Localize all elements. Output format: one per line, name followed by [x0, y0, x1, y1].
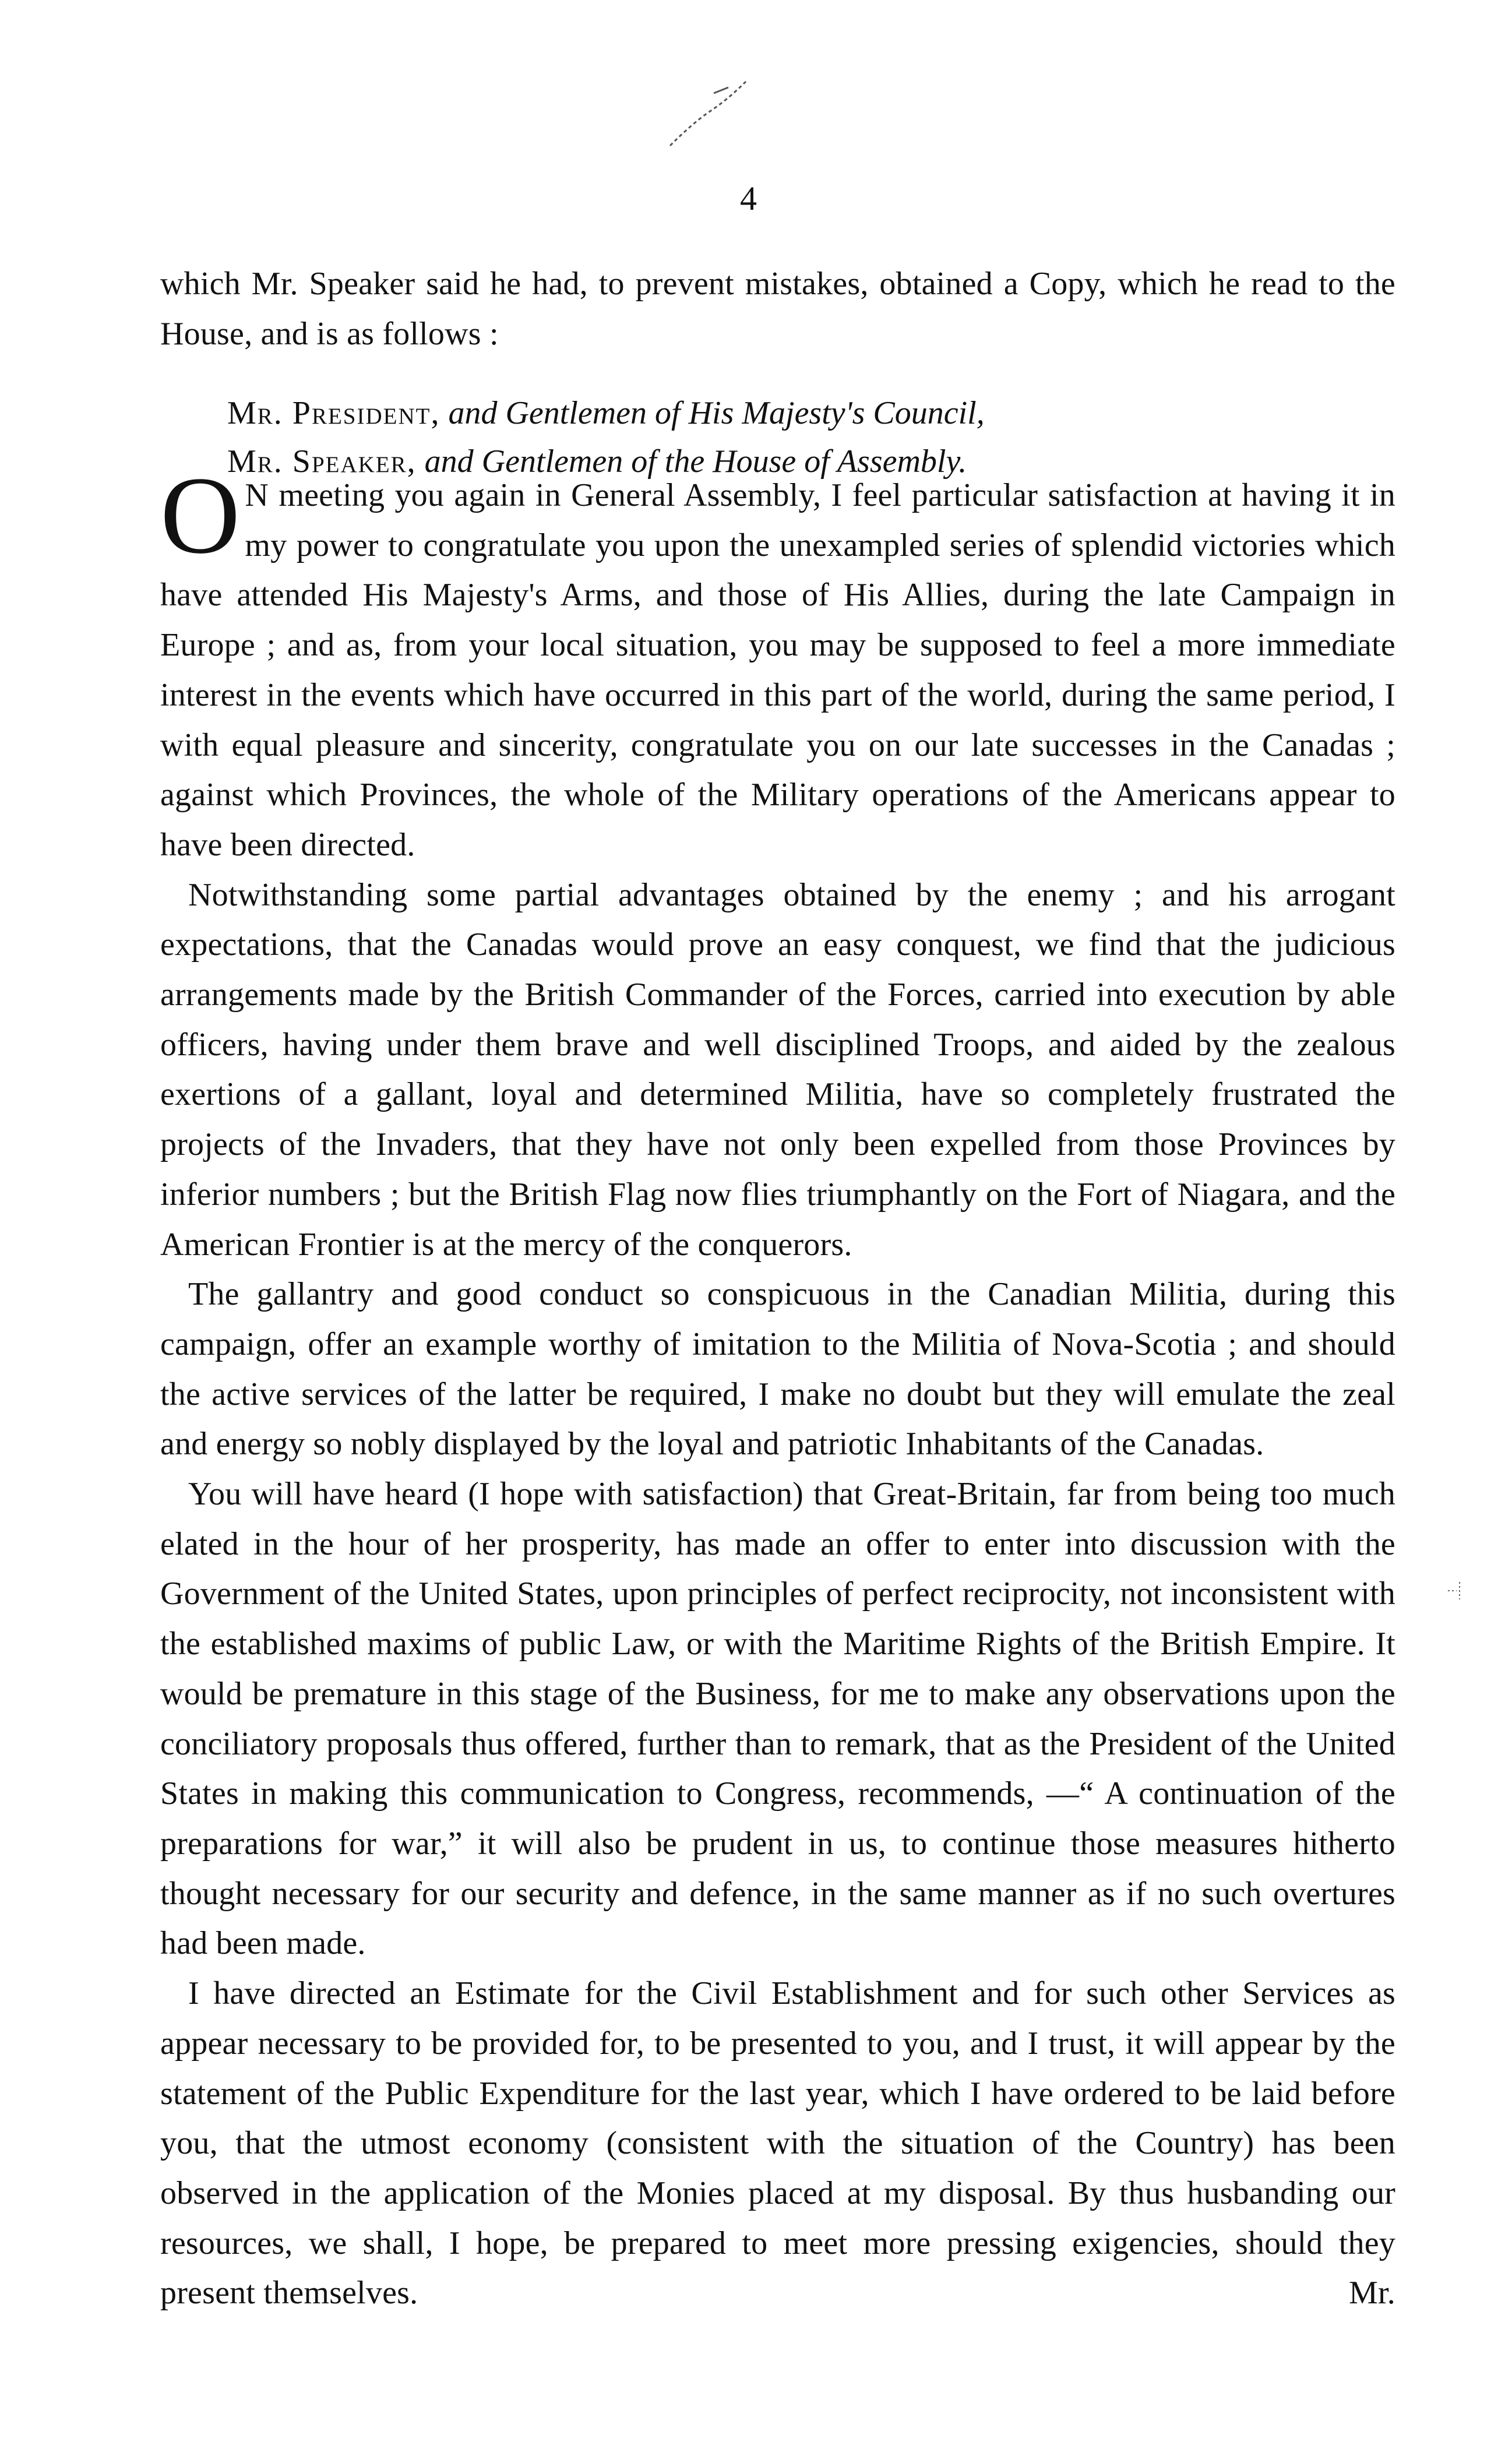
- paragraph-2: Notwithstanding some partial advantages obtained by the enemy ; and his arrogant expectations, that the Canadas would prove an easy conquest, we find that the judicious arrangements made by the British Commander of the Forces, carried into execution by able officers, having under them brave and well disciplined Troops, and aided by the zealous exertions of a gallant, loyal and determined Militia, have so completely frustrated the projects of the Invaders, that they have not only been expelled from those Provinces by inferior numbers ; but the British Flag now flies triumphantly on the Fort of Niagara, and the American Frontier is at the mercy of the conquerors.: [160, 876, 1395, 1263]
- catchword: Mr.: [1349, 2275, 1395, 2311]
- salutation-title-president: Mr. President,: [227, 395, 440, 431]
- page-number: 4: [740, 179, 757, 217]
- salutation-line-council: [227, 389, 1334, 438]
- salutation-assembly: and Gentlemen of the House of Assembly.: [424, 443, 967, 480]
- paragraph-5: [160, 1969, 1395, 2318]
- paragraph-1-text: N meeting you again in General Assembly, I feel particular satisfaction at having it in my power to congratulate you upon the unexampled series of splendid victories which have attended His Majesty's Arms, and those of His Allies, during the late Campaign in Europe ; and as, from your local situation, you may be supposed to feel a more immediate interest in the events which have occurred in this part of the world, during the same period, I with equal pleasure and sincerity, congratulate you on our late successes in the Canadas ; against which Provinces, the whole of the Military operations of the Americans appear to have been directed.: [160, 477, 1395, 863]
- paragraph-4: You will have heard (I hope with satisfaction) that Great-Britain, far from being too much elated in the hour of her prosperity, has made an offer to enter into discussion with the Government of the United States, upon principles of perfect reciprocity, not inconsistent with the established maxims of public Law, or with the Maritime Rights of the British Empire. It would be premature in this stage of the Business, for me to make any observations upon the conciliatory proposals thus offered, further than to remark, that as the President of the United States in making this communication to Congress, recommends, —“ A continuation of the preparations for war,” it will also be prudent in us, to continue those measures hitherto thought necessary for our security and defence, in the same manner as if no such overtures had been made.: [160, 1476, 1395, 1962]
- paragraph-5-text: I have directed an Estimate for the Civil Establishment and for such other Services as appear necessary to be provided for, to be presented to you, and I trust, it will appear by the statement of the Public Expenditure for the last year, which I have ordered to be laid before you, that the utmost economy (consistent with the situation of the Country) has been observed in the application of the Monies placed at my disposal. By thus husbanding our resources, we shall, I hope, be prepared to meet more pressing exigencies, should they present themselves.: [160, 1975, 1395, 2311]
- drop-cap: O: [160, 454, 241, 577]
- salutation-council: and Gentlemen of His Majesty's Council,: [448, 395, 985, 431]
- salutation-title-speaker: Mr. Speaker,: [227, 443, 417, 480]
- pen-mark: [658, 70, 757, 151]
- paragraph-3: The gallantry and good conduct so conspicuous in the Canadian Militia, during this campaign, offer an example worthy of imitation to the Militia of Nova-Scotia ; and should the active services of the latter be required, I make no doubt but they will emulate the zeal and energy so nobly displayed by the loyal and patriotic Inhabitants of the Canadas.: [160, 1276, 1395, 1463]
- margin-mark: [1445, 1573, 1468, 1608]
- intro-paragraph: which Mr. Speaker said he had, to prevent mistakes, obtained a Copy, which he read to the House, and is as follows :: [160, 266, 1395, 352]
